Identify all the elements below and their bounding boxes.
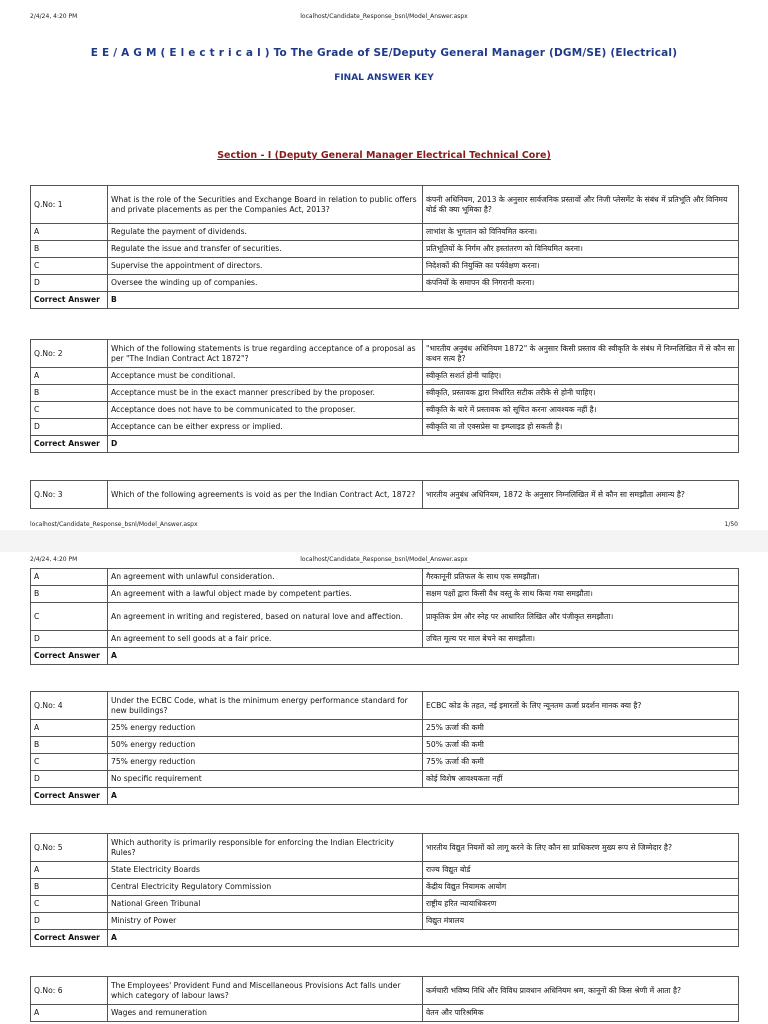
option-text-hi: लाभांश के भुगतान को विनियमित करना।: [423, 224, 739, 241]
correct-answer-label: Correct Answer: [31, 788, 108, 805]
option-text-en: 75% energy reduction: [108, 754, 423, 771]
option-text-hi: 75% ऊर्जा की कमी: [423, 754, 739, 771]
option-key: D: [31, 275, 108, 292]
document-title: E E / A G M ( E l e c t r i c a l ) To The Grade of SE/Deputy General Manager (DGM/SE) (Electrical): [90, 47, 678, 59]
question-text-hi: ECBC कोड के तहत, नई इमारतों के लिए न्यूनतम ऊर्जा प्रदर्शन मानक क्या है?: [423, 692, 739, 720]
option-text-en: An agreement with unlawful consideration.: [108, 569, 423, 586]
correct-answer-label: Correct Answer: [31, 292, 108, 309]
option-text-en: An agreement in writing and registered, based on natural love and affection.: [108, 603, 423, 631]
option-text-en: National Green Tribunal: [108, 896, 423, 913]
option-key: C: [31, 258, 108, 275]
option-text-hi: गैरकानूनी प्रतिफल के साथ एक समझौता।: [423, 569, 739, 586]
option-key: A: [31, 1005, 108, 1022]
option-text-en: Acceptance must be in the exact manner prescribed by the proposer.: [108, 385, 423, 402]
option-text-hi: निदेशकों की नियुक्ति का पर्यवेक्षण करना।: [423, 258, 739, 275]
option-text-en: An agreement to sell goods at a fair price.: [108, 631, 423, 648]
question-text-en: Under the ECBC Code, what is the minimum energy performance standard for new buildings?: [108, 692, 423, 720]
option-key: D: [31, 419, 108, 436]
option-text-en: Acceptance must be conditional.: [108, 368, 423, 385]
question-table: [30, 833, 739, 947]
option-text-hi: 50% ऊर्जा की कमी: [423, 737, 739, 754]
correct-answer-value: A: [108, 788, 739, 805]
option-text-hi: सक्षम पक्षों द्वारा किसी वैध वस्तु के साथ किया गया समझौता।: [423, 586, 739, 603]
option-text-en: Supervise the appointment of directors.: [108, 258, 423, 275]
question-text-hi: भारतीय विद्युत नियमों को लागू करने के लिए कौन सा प्राधिकरण मुख्य रूप से जिम्मेदार है?: [423, 834, 739, 862]
option-key: B: [31, 241, 108, 258]
section-heading: Section - I (Deputy General Manager Electrical Technical Core): [217, 150, 551, 161]
option-text-hi: कंपनियों के समापन की निगरानी करना।: [423, 275, 739, 292]
option-text-hi: केंद्रीय विद्युत नियामक आयोग: [423, 879, 739, 896]
option-text-hi: राष्ट्रीय हरित न्यायाधिकरण: [423, 896, 739, 913]
question-table-continued: [30, 568, 739, 665]
option-text-hi: विद्युत मंत्रालय: [423, 913, 739, 930]
option-key: B: [31, 385, 108, 402]
option-key: D: [31, 913, 108, 930]
question-table: [30, 185, 739, 309]
correct-answer-value: A: [108, 648, 739, 665]
correct-answer-label: Correct Answer: [31, 930, 108, 947]
option-key: C: [31, 896, 108, 913]
option-text-hi: स्वीकृति या तो एक्सप्रेस या इम्प्लाइड हो सकती है।: [423, 419, 739, 436]
question-number: Q.No: 3: [31, 481, 108, 509]
correct-answer-label: Correct Answer: [31, 436, 108, 453]
option-text-en: State Electricity Boards: [108, 862, 423, 879]
option-text-hi: कोई विशेष आवश्यकता नहीं: [423, 771, 739, 788]
question-text-en: Which of the following agreements is void as per the Indian Contract Act, 1872?: [108, 481, 423, 509]
correct-answer-value: B: [108, 292, 739, 309]
document-subtitle: FINAL ANSWER KEY: [334, 73, 434, 83]
option-key: B: [31, 586, 108, 603]
option-key: A: [31, 368, 108, 385]
option-text-hi: स्वीकृति सशर्त होनी चाहिए।: [423, 368, 739, 385]
question-table: [30, 480, 739, 509]
option-text-hi: 25% ऊर्जा की कमी: [423, 720, 739, 737]
page-number: 1/50: [724, 521, 738, 528]
option-text-en: Ministry of Power: [108, 913, 423, 930]
question-number: Q.No: 4: [31, 692, 108, 720]
question-text-hi: कंपनी अधिनियम, 2013 के अनुसार सार्वजनिक प्रस्तावों और निजी प्लेसमेंट के संबंध में प्रतिभूति और विनिमय बोर्ड की क्या भूमिका है?: [423, 186, 739, 224]
option-text-hi: स्वीकृति के बारे में प्रस्तावक को सूचित करना आवश्यक नहीं है।: [423, 402, 739, 419]
print-date: 2/4/24, 4:20 PM: [30, 13, 78, 20]
option-text-hi: स्वीकृति, प्रस्तावक द्वारा निर्धारित सटीक तरीके से होनी चाहिए।: [423, 385, 739, 402]
option-text-hi: वेतन और पारिश्रमिक: [423, 1005, 739, 1022]
option-text-en: An agreement with a lawful object made by competent parties.: [108, 586, 423, 603]
option-text-en: Wages and remuneration: [108, 1005, 423, 1022]
question-number: Q.No: 6: [31, 977, 108, 1005]
option-text-en: Regulate the issue and transfer of securities.: [108, 241, 423, 258]
option-key: A: [31, 720, 108, 737]
correct-answer-label: Correct Answer: [31, 648, 108, 665]
option-key: B: [31, 879, 108, 896]
option-text-en: Acceptance does not have to be communicated to the proposer.: [108, 402, 423, 419]
question-table: [30, 691, 739, 805]
option-text-hi: राज्य विद्युत बोर्ड: [423, 862, 739, 879]
question-text-hi: भारतीय अनुबंध अधिनियम, 1872 के अनुसार निम्नलिखित में से कौन सा समझौता अमान्य है?: [423, 481, 739, 509]
question-text-en: Which authority is primarily responsible for enforcing the Indian Electricity Rules?: [108, 834, 423, 862]
question-text-en: Which of the following statements is true regarding acceptance of a proposal as per "The Indian Contract Act 1872"?: [108, 340, 423, 368]
option-text-hi: प्रतिभूतियों के निर्गम और हस्तांतरण को विनियमित करना।: [423, 241, 739, 258]
correct-answer-value: D: [108, 436, 739, 453]
question-number: Q.No: 2: [31, 340, 108, 368]
option-text-hi: उचित मूल्य पर माल बेचने का समझौता।: [423, 631, 739, 648]
option-key: A: [31, 862, 108, 879]
page-break: [0, 530, 768, 552]
option-text-en: Acceptance can be either express or implied.: [108, 419, 423, 436]
option-text-en: No specific requirement: [108, 771, 423, 788]
option-text-en: 25% energy reduction: [108, 720, 423, 737]
option-text-hi: प्राकृतिक प्रेम और स्नेह पर आधारित लिखित और पंजीकृत समझौता।: [423, 603, 739, 631]
question-text-hi: कर्मचारी भविष्य निधि और विविध प्रावधान अधिनियम श्रम, कानूनों की किस श्रेणी में आता है?: [423, 977, 739, 1005]
option-key: D: [31, 771, 108, 788]
option-text-en: 50% energy reduction: [108, 737, 423, 754]
footer-url: localhost/Candidate_Response_bsnl/Model_Answer.aspx: [30, 521, 198, 528]
question-table: [30, 339, 739, 453]
option-key: C: [31, 754, 108, 771]
option-text-en: Central Electricity Regulatory Commission: [108, 879, 423, 896]
correct-answer-value: A: [108, 930, 739, 947]
option-key: D: [31, 631, 108, 648]
option-key: A: [31, 224, 108, 241]
print-url: localhost/Candidate_Response_bsnl/Model_Answer.aspx: [300, 13, 468, 20]
option-text-en: Oversee the winding up of companies.: [108, 275, 423, 292]
option-key: A: [31, 569, 108, 586]
option-key: B: [31, 737, 108, 754]
option-key: C: [31, 402, 108, 419]
option-text-en: Regulate the payment of dividends.: [108, 224, 423, 241]
question-number: Q.No: 1: [31, 186, 108, 224]
question-text-en: The Employees' Provident Fund and Miscellaneous Provisions Act falls under which category of labour laws?: [108, 977, 423, 1005]
question-table: [30, 976, 739, 1022]
question-text-hi: "भारतीय अनुबंध अधिनियम 1872" के अनुसार किसी प्रस्ताव की स्वीकृति के संबंध में निम्नलिखित में से कौन सा कथन सत्य है?: [423, 340, 739, 368]
question-text-en: What is the role of the Securities and Exchange Board in relation to public offers and private placements as per the Companies Act, 2013?: [108, 186, 423, 224]
question-number: Q.No: 5: [31, 834, 108, 862]
option-key: C: [31, 603, 108, 631]
print-date: 2/4/24, 4:20 PM: [30, 556, 78, 563]
print-url: localhost/Candidate_Response_bsnl/Model_Answer.aspx: [300, 556, 468, 563]
